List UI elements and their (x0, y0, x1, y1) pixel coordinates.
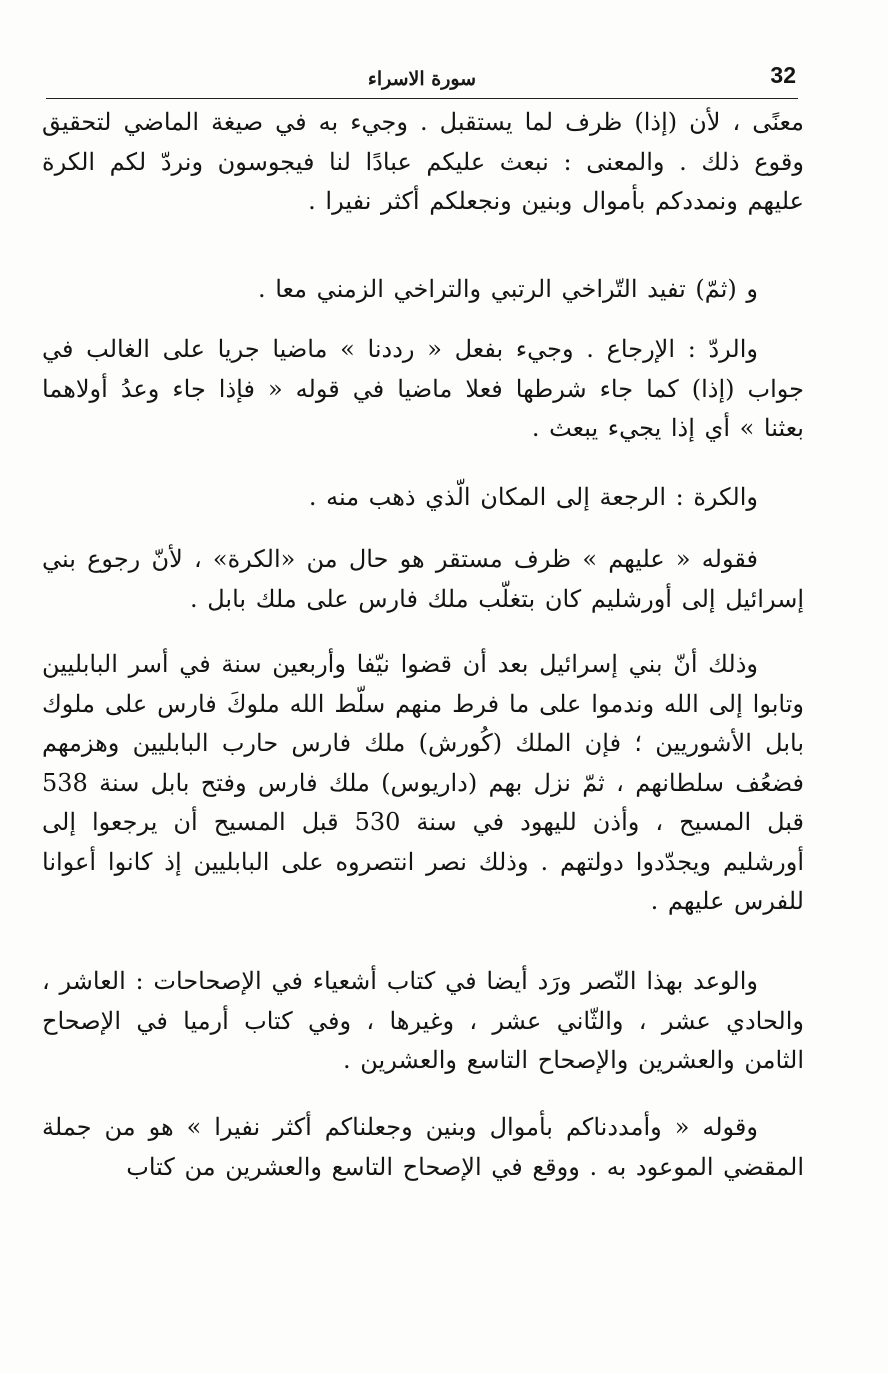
paragraph-3: والردّ : الإرجاع . وجيء بفعل « رددنا » ماضيا جريا على الغالب في جواب (إذا) كما جاء شرطها فعلا ماضيا في قوله « فإذا جاء وعدُ أولاهما بعثنا » أي إذا يجيء يبعث . (42, 335, 804, 442)
paragraph-2: و (ثمّ) تفيد التّراخي الرتبي والتراخي الزمني معا . (257, 275, 758, 303)
paragraph-1: معنًى ، لأن (إذا) ظرف لما يستقبل . وجيء به في صيغة الماضي لتحقيق وقوع ذلك . والمعنى : نبعث عليكم عبادًا لنا فيجوسون ونردّ لكم الكرة عليهم ونمددكم بأموال وبنين ونجعلكم أكثر نفيرا . (42, 108, 804, 215)
paragraph-6: وذلك أنّ بني إسرائيل بعد أن قضوا نيّفا وأربعين سنة في أسر البابليين وتابوا إلى الله وندموا على ما فرط منهم سلّط الله ملوكَ فارس على ملوك بابل الأشوريين ؛ فإن الملك (كُورش) ملك فارس حارب البابليين وهزمهم فضعُف سلطانهم ، ثمّ نزل بهم (داريوس) ملك فارس وفتح بابل سنة 538 قبل المسيح ، وأذن لليهود في سنة 530 قبل المسيح أن يرجعوا إلى أورشليم ويجدّدوا دولتهم . وذلك نصر انتصروه على البابليين إذ كانوا أعوانا للفرس عليهم . (42, 650, 805, 915)
running-title: سورة الاسراء (367, 68, 477, 90)
paragraph-7: والوعد بهذا النّصر ورَد أيضا في كتاب أشعياء في الإصحاحات : العاشر ، والحادي عشر ، والثّاني عشر ، وغيرها ، وفي كتاب أرميا في الإصحاح الثامن والعشرين والإصحاح التاسع والعشرين . (42, 967, 804, 1074)
paragraph-4: والكرة : الرجعة إلى المكان الّذي ذهب منه . (308, 483, 758, 511)
paragraph-8: وقوله « وأمددناكم بأموال وبنين وجعلناكم أكثر نفيرا » هو من جملة المقضي الموعود به . ووقع في الإصحاح التاسع والعشرين من كتاب (42, 1113, 804, 1181)
page-header (46, 60, 798, 99)
page-number: 32 (770, 62, 796, 88)
paragraph-5: فقوله « عليهم » ظرف مستقر هو حال من «الكرة» ، لأنّ رجوع بني إسرائيل إلى أورشليم كان بتغلّب ملك فارس على ملك بابل . (42, 545, 804, 613)
